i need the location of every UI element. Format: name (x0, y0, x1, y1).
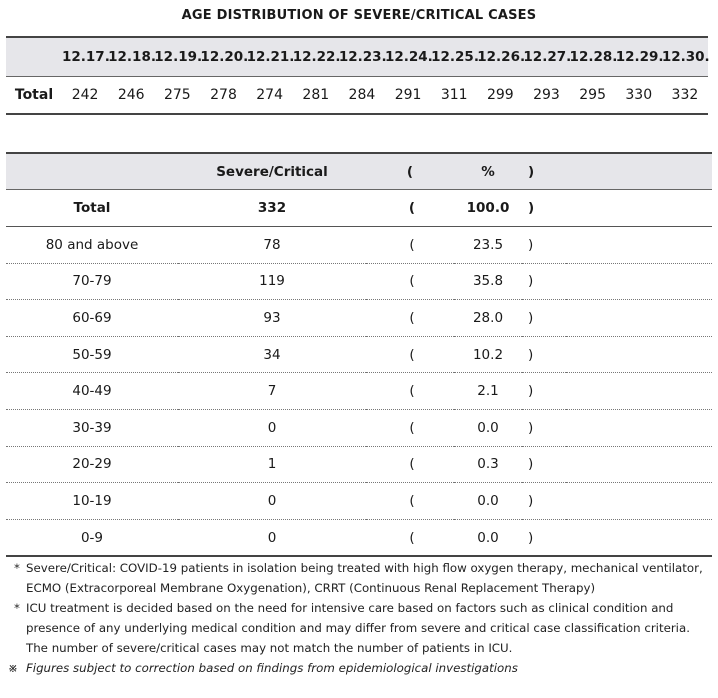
case-percent: 10.2 (454, 336, 522, 373)
close-paren: ) (522, 300, 566, 337)
age-label: 40-49 (6, 373, 178, 410)
date-header: 12.28. (570, 37, 616, 77)
open-paren: ( (366, 409, 454, 446)
case-percent: 2.1 (454, 373, 522, 410)
case-count: 78 (178, 227, 366, 264)
daily-total-value: 299 (477, 77, 523, 115)
age-row (6, 409, 712, 446)
date-header: 12.26. (477, 37, 523, 77)
date-header: 12.20. (200, 37, 246, 77)
case-percent: 35.8 (454, 263, 522, 300)
age-label: 60-69 (6, 300, 178, 337)
row-spacer (566, 409, 712, 446)
date-header: 12.24. (385, 37, 431, 77)
close-paren: ) (522, 409, 566, 446)
age-row (6, 446, 712, 483)
age-row (6, 336, 712, 373)
case-count: 0 (178, 409, 366, 446)
date-header: 12.21. (247, 37, 293, 77)
daily-total-value: 278 (200, 77, 246, 115)
age-label: 30-39 (6, 409, 178, 446)
age-label: Total (6, 190, 178, 227)
header-spacer (566, 153, 712, 190)
date-header: 12.17. (62, 37, 108, 77)
open-paren: ( (366, 483, 454, 520)
daily-total-value: 311 (431, 77, 477, 115)
daily-total-value: 293 (523, 77, 569, 115)
close-paren: ) (522, 190, 566, 227)
close-paren: ) (522, 483, 566, 520)
daily-total-value: 242 (62, 77, 108, 115)
row-spacer (566, 300, 712, 337)
row-spacer (566, 483, 712, 520)
asterisk-mark: * (14, 561, 20, 575)
daily-total-value: 281 (293, 77, 339, 115)
age-header-blank (6, 153, 178, 190)
row-spacer (566, 446, 712, 483)
age-label: 0-9 (6, 519, 178, 556)
case-percent: 23.5 (454, 227, 522, 264)
open-paren-header: ( (366, 153, 454, 190)
date-header: 12.22. (293, 37, 339, 77)
footnote-text: ICU treatment is decided based on the need for intensive care based on factors such as clinical condition and presence of any underlying medical condition and may differ from severe and critical case classification criteria. The number of severe/critical cases may not match the number of patients in ICU. (26, 601, 690, 655)
open-paren: ( (366, 263, 454, 300)
daily-total-label: Total (6, 77, 62, 115)
footnote-icu (14, 598, 710, 658)
close-paren: ) (522, 227, 566, 264)
case-percent: 28.0 (454, 300, 522, 337)
asterisk-mark: * (14, 601, 20, 615)
age-row (6, 373, 712, 410)
close-paren: ) (522, 519, 566, 556)
close-paren-header: ) (522, 153, 566, 190)
case-count: 0 (178, 519, 366, 556)
date-header: 12.30. (662, 37, 708, 77)
footnote-text: Severe/Critical: COVID-19 patients in isolation being treated with high flow oxygen therapy, mechanical ventilator, ECMO (Extracorporeal Membrane Oxygenation), CRRT (Continuous Renal Replacement Therapy) (26, 561, 703, 595)
date-header: 12.27. (523, 37, 569, 77)
age-label: 80 and above (6, 227, 178, 264)
age-row (6, 519, 712, 556)
case-percent: 0.3 (454, 446, 522, 483)
daily-totals-table (6, 36, 708, 115)
age-label: 70-79 (6, 263, 178, 300)
daily-total-value: 295 (570, 77, 616, 115)
close-paren: ) (522, 373, 566, 410)
date-header: 12.18. (108, 37, 154, 77)
age-row (6, 263, 712, 300)
reference-mark: ※ (8, 661, 18, 675)
row-spacer (566, 336, 712, 373)
date-header: 12.29. (616, 37, 662, 77)
age-label: 10-19 (6, 483, 178, 520)
date-header-row (6, 37, 708, 77)
daily-total-value: 330 (616, 77, 662, 115)
open-paren: ( (366, 373, 454, 410)
case-count: 119 (178, 263, 366, 300)
percent-header: % (454, 153, 522, 190)
row-spacer (566, 519, 712, 556)
row-spacer (566, 373, 712, 410)
open-paren: ( (366, 446, 454, 483)
age-row (6, 227, 712, 264)
age-label: 50-59 (6, 336, 178, 373)
footnote-correction (8, 658, 710, 678)
case-count: 332 (178, 190, 366, 227)
daily-total-value: 332 (662, 77, 708, 115)
case-count: 34 (178, 336, 366, 373)
date-header-blank (6, 37, 62, 77)
open-paren: ( (366, 519, 454, 556)
case-percent: 0.0 (454, 519, 522, 556)
daily-total-value: 275 (154, 77, 200, 115)
age-table-header-row (6, 153, 712, 190)
footnotes (8, 558, 710, 678)
footnote-text: Figures subject to correction based on findings from epidemiological investigations (26, 661, 518, 675)
date-header: 12.23. (339, 37, 385, 77)
close-paren: ) (522, 336, 566, 373)
age-row (6, 483, 712, 520)
footnote-severe-definition (14, 558, 710, 598)
close-paren: ) (522, 263, 566, 300)
daily-total-value: 274 (247, 77, 293, 115)
close-paren: ) (522, 446, 566, 483)
age-label: 20-29 (6, 446, 178, 483)
case-percent: 0.0 (454, 409, 522, 446)
daily-total-value: 284 (339, 77, 385, 115)
severe-critical-header: Severe/Critical (178, 153, 366, 190)
date-header: 12.25. (431, 37, 477, 77)
case-count: 1 (178, 446, 366, 483)
age-distribution-table (6, 152, 712, 557)
case-count: 0 (178, 483, 366, 520)
open-paren: ( (366, 227, 454, 264)
daily-total-value: 291 (385, 77, 431, 115)
daily-total-row (6, 77, 708, 115)
case-count: 7 (178, 373, 366, 410)
age-total-row (6, 190, 712, 227)
row-spacer (566, 190, 712, 227)
open-paren: ( (366, 190, 454, 227)
daily-total-value: 246 (108, 77, 154, 115)
open-paren: ( (366, 336, 454, 373)
open-paren: ( (366, 300, 454, 337)
case-percent: 100.0 (454, 190, 522, 227)
row-spacer (566, 263, 712, 300)
age-row (6, 300, 712, 337)
row-spacer (566, 227, 712, 264)
case-percent: 0.0 (454, 483, 522, 520)
page-title: AGE DISTRIBUTION OF SEVERE/CRITICAL CASES (181, 8, 537, 23)
date-header: 12.19. (154, 37, 200, 77)
case-count: 93 (178, 300, 366, 337)
